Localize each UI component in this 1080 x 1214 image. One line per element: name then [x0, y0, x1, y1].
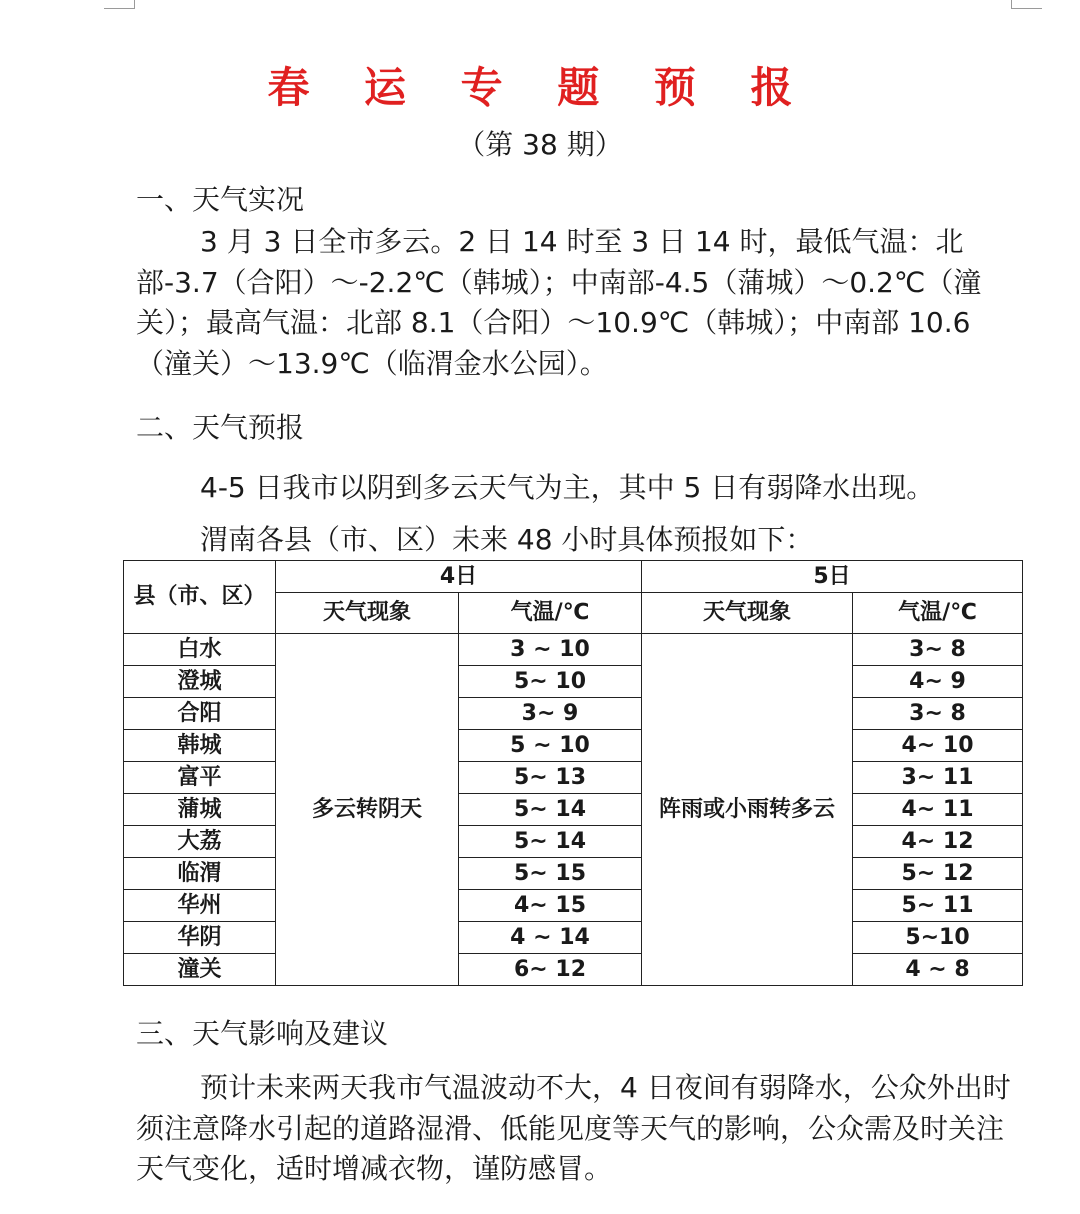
section2-heading: 二、天气预报: [136, 411, 305, 444]
table-row: [124, 954, 1023, 986]
day1-temp-cell: 5 ~ 10: [459, 730, 642, 762]
section3-heading: 三、天气影响及建议: [136, 1017, 389, 1050]
day2-header: 5日: [642, 561, 1023, 593]
county-cell: 临渭: [124, 858, 276, 890]
table-row: [124, 794, 1023, 826]
day2-temp-cell: 3~ 11: [853, 762, 1023, 794]
county-cell: 富平: [124, 762, 276, 794]
table-row: [124, 922, 1023, 954]
day1-temp-cell: 5~ 14: [459, 826, 642, 858]
day2-temp-header: 气温/℃: [853, 593, 1023, 634]
day1-temp-cell: 5~ 10: [459, 666, 642, 698]
county-cell: 潼关: [124, 954, 276, 986]
day1-temp-cell: 5~ 15: [459, 858, 642, 890]
day1-temp-cell: 6~ 12: [459, 954, 642, 986]
county-cell: 澄城: [124, 666, 276, 698]
day2-weather-cell: [642, 634, 853, 986]
county-cell: 白水: [124, 634, 276, 666]
county-cell: 蒲城: [124, 794, 276, 826]
day2-temp-cell: 5~ 12: [853, 858, 1023, 890]
day2-temp-cell: 5~10: [853, 922, 1023, 954]
day2-weather-header: 天气现象: [642, 593, 853, 634]
day2-temp-cell: 4~ 11: [853, 794, 1023, 826]
day2-temp-cell: 3~ 8: [853, 634, 1023, 666]
table-row: [124, 666, 1023, 698]
county-cell: 华州: [124, 890, 276, 922]
section1-heading: 一、天气实况: [136, 183, 305, 216]
day2-weather-text: 阵雨或小雨转多云: [658, 796, 835, 822]
county-cell: 合阳: [124, 698, 276, 730]
day1-temp-cell: 5~ 13: [459, 762, 642, 794]
day2-temp-cell: 5~ 11: [853, 890, 1023, 922]
day2-temp-cell: 4~ 9: [853, 666, 1023, 698]
issue-number: （第 38 期）: [457, 128, 623, 161]
county-cell: 韩城: [124, 730, 276, 762]
day1-temp-cell: 4 ~ 14: [459, 922, 642, 954]
day1-temp-header: 气温/℃: [459, 593, 642, 634]
crop-mark-left: [104, 0, 135, 9]
day1-weather-header: 天气现象: [276, 593, 459, 634]
table-intro: 渭南各县（市、区）未来 48 小时具体预报如下：: [200, 523, 814, 556]
day1-temp-cell: 3 ~ 10: [459, 634, 642, 666]
table-row: [124, 762, 1023, 794]
county-header: 县（市、区）: [124, 561, 276, 634]
day1-header: 4日: [276, 561, 642, 593]
page-title: 春 运 专 题 预 报: [267, 63, 813, 112]
table-row: [124, 890, 1023, 922]
day2-temp-cell: 3~ 8: [853, 698, 1023, 730]
section3-text: 预计未来两天我市气温波动不大，4 日夜间有弱降水，公众外出时须注意降水引起的道路湿滑、低能见度等天气的影响，公众需及时关注天气变化，适时增减衣物，谨防感冒。: [136, 1071, 1011, 1185]
county-cell: 大荔: [124, 826, 276, 858]
table-row: [124, 858, 1023, 890]
section1-text: 3 月 3 日全市多云。2 日 14 时至 3 日 14 时，最低气温：北部-3.7（合阳）～-2.2℃（韩城）；中南部-4.5（蒲城）～0.2℃（潼关）；最高气温：北部 8.1（合阳）～10.9℃（韩城）；中南部 10.6（潼关）～13.9℃（临渭金水公园）。: [136, 225, 982, 380]
table-row: [124, 826, 1023, 858]
day1-weather-cell: 多云转阴天: [276, 634, 459, 986]
county-cell: 华阴: [124, 922, 276, 954]
forecast-table: [123, 560, 1023, 986]
day2-temp-cell: 4~ 12: [853, 826, 1023, 858]
crop-mark-right: [1011, 0, 1042, 9]
table-row: [124, 730, 1023, 762]
day1-temp-cell: 3~ 9: [459, 698, 642, 730]
table-row: [124, 698, 1023, 730]
table-row: [124, 634, 1023, 666]
day2-temp-cell: 4~ 10: [853, 730, 1023, 762]
day2-temp-cell: 4 ~ 8: [853, 954, 1023, 986]
day1-temp-cell: 5~ 14: [459, 794, 642, 826]
section2-text: 4-5 日我市以阴到多云天气为主，其中 5 日有弱降水出现。: [200, 471, 935, 504]
day1-temp-cell: 4~ 15: [459, 890, 642, 922]
